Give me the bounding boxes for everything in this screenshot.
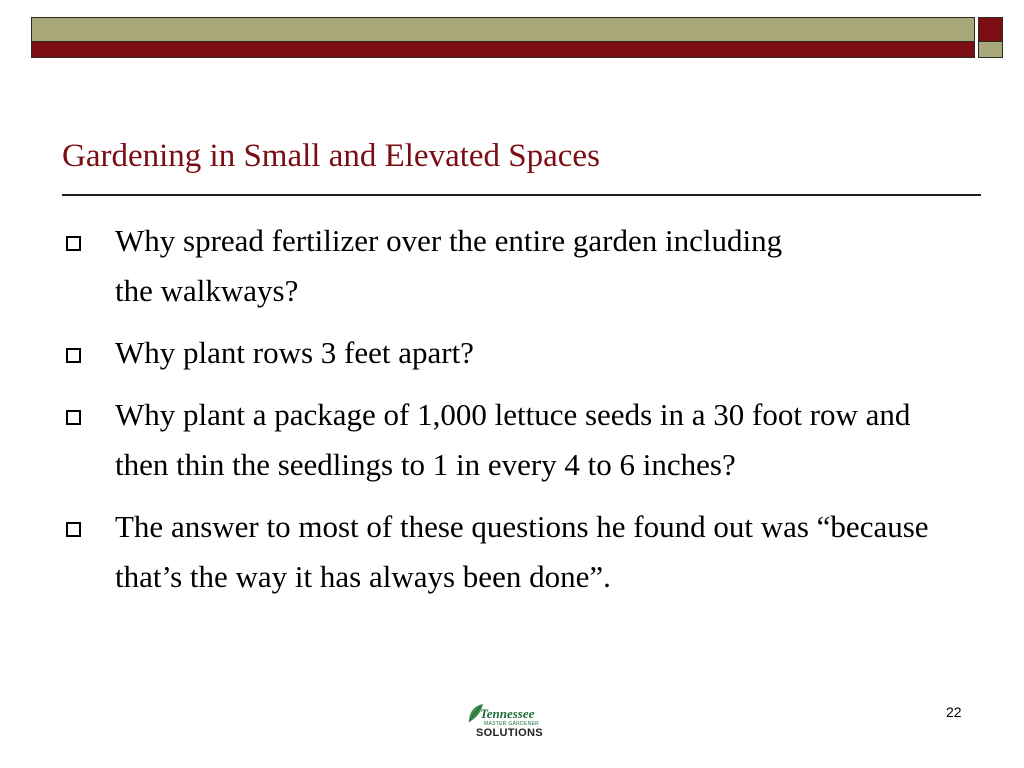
logo-line2: MASTER GARDENER [484,721,540,727]
hollow-square-icon [66,236,81,251]
header-square-olive [978,41,1003,58]
bullet-item [62,502,962,602]
bullet-text: Why plant rows 3 feet apart? [115,335,474,370]
slide-title: Gardening in Small and Elevated Spaces [62,138,600,174]
hollow-square-icon [66,410,81,425]
title-divider [62,194,981,196]
bullet-list [62,216,962,614]
header-square-maroon [978,17,1003,42]
header-bar-maroon [31,41,975,58]
bullet-item [62,216,962,316]
tennessee-master-gardener-logo [466,702,543,742]
bullet-text: The answer to most of these questions he found out was “because that’s the way it has always been done”. [115,509,929,594]
bullet-item [62,390,962,490]
header-bar-olive [31,17,975,42]
page-number: 22 [946,704,962,720]
logo-line3: SOLUTIONS [476,727,543,739]
bullet-text: Why spread fertilizer over the entire garden including the walkways? [115,223,783,308]
bullet-text: Why plant a package of 1,000 lettuce seeds in a 30 foot row and then thin the seedlings to 1 in every 4 to 6 inches? [115,397,911,482]
logo-line1: Tennessee [480,706,535,721]
hollow-square-icon [66,522,81,537]
hollow-square-icon [66,348,81,363]
bullet-item [62,328,962,378]
